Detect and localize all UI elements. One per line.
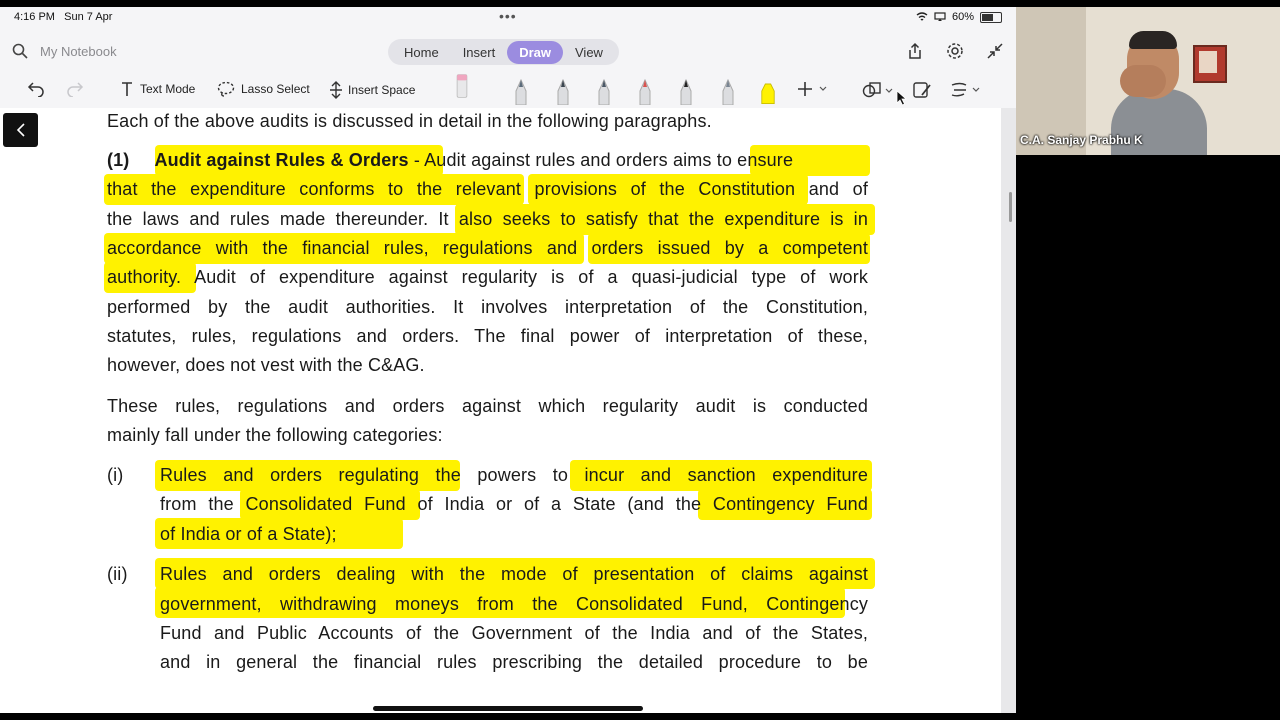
back-button[interactable] bbox=[3, 113, 38, 147]
doc-line: performed by the audit authorities. It involves interpretation of the Constitution, bbox=[107, 297, 868, 317]
pen-black-icon[interactable] bbox=[678, 79, 694, 105]
section-heading: Audit against Rules & Orders bbox=[154, 150, 409, 170]
lasso-select-label: Lasso Select bbox=[241, 82, 310, 96]
search-icon[interactable] bbox=[12, 43, 28, 59]
doc-line: Fund and Public Accounts of the Government of the India and of the States, bbox=[160, 623, 868, 643]
add-pen-icon[interactable] bbox=[797, 81, 827, 97]
pen-red-icon[interactable] bbox=[637, 79, 653, 105]
battery-icon bbox=[980, 12, 1002, 23]
insert-space-label: Insert Space bbox=[348, 83, 416, 97]
mouse-cursor-icon bbox=[896, 90, 908, 106]
pen-dark-2-icon[interactable] bbox=[555, 79, 571, 105]
collapse-arrows-icon[interactable] bbox=[986, 42, 1004, 60]
status-bar bbox=[0, 7, 1016, 29]
toolbar-right bbox=[862, 81, 982, 99]
doc-line: mainly fall under the following categories: bbox=[107, 425, 443, 445]
ink-options-icon[interactable] bbox=[950, 81, 982, 99]
redo-icon[interactable] bbox=[66, 81, 84, 97]
notebook-page[interactable] bbox=[0, 108, 1001, 713]
pen-grey-icon[interactable] bbox=[720, 79, 736, 105]
doc-line: government, withdrawing moneys from the Consolidated Fund, Contingency bbox=[160, 594, 868, 614]
chevron-left-icon bbox=[16, 123, 26, 137]
doc-line: authority. Audit of expenditure against regularity is of a quasi-judicial type of work bbox=[107, 267, 868, 287]
section-number: (1) bbox=[107, 150, 130, 170]
insert-space-icon bbox=[330, 81, 342, 99]
doc-line: Each of the above audits is discussed in detail in the following paragraphs. bbox=[107, 111, 712, 131]
battery-percent: 60% bbox=[951, 11, 974, 23]
list-marker: (i) bbox=[107, 465, 124, 485]
undo-icon[interactable] bbox=[27, 81, 45, 97]
ribbon-tabs bbox=[388, 39, 619, 65]
lasso-select-button[interactable] bbox=[217, 81, 310, 97]
notebook-search[interactable] bbox=[12, 43, 117, 59]
participant-name: C.A. Sanjay Prabhu K bbox=[1020, 133, 1143, 147]
shapes-icon[interactable] bbox=[862, 81, 894, 99]
doc-line: Rules and orders dealing with the mode of presentation of claims against bbox=[160, 564, 868, 584]
doc-line: that the expenditure conforms to the relevant provisions of the Constitution and of bbox=[107, 179, 868, 199]
status-time-date: 4:16 PM Sun 7 Apr bbox=[14, 11, 113, 23]
pen-dark-1-icon[interactable] bbox=[513, 79, 529, 105]
doc-line: Rules and orders regulating the powers to incur and sanction expenditure bbox=[160, 465, 868, 485]
settings-gear-icon[interactable] bbox=[946, 42, 964, 60]
person-hair bbox=[1129, 31, 1177, 49]
text-cursor-icon bbox=[120, 81, 134, 97]
wall-frame-picture bbox=[1199, 51, 1217, 73]
share-icon[interactable] bbox=[906, 42, 924, 60]
lasso-icon bbox=[217, 81, 235, 97]
doc-line: statutes, rules, regulations and orders. The final power of interpretation of these, bbox=[107, 326, 868, 346]
highlighter-yellow-icon[interactable] bbox=[760, 79, 776, 105]
draw-toolbar bbox=[0, 73, 1016, 107]
screen-mirror-icon bbox=[934, 12, 946, 22]
tab-home[interactable]: Home bbox=[404, 44, 439, 60]
doc-line: however, does not vest with the C&AG. bbox=[107, 355, 425, 375]
ink-to-shape-icon[interactable] bbox=[912, 81, 932, 99]
top-bar bbox=[0, 35, 1016, 69]
text-mode-button[interactable] bbox=[120, 81, 195, 97]
multitasking-dots[interactable]: ••• bbox=[499, 8, 517, 24]
home-indicator[interactable] bbox=[373, 706, 643, 711]
insert-space-button[interactable] bbox=[330, 81, 415, 99]
doc-line: of India or of a State); bbox=[160, 524, 337, 544]
list-marker: (ii) bbox=[107, 564, 128, 584]
scrollbar-thumb[interactable] bbox=[1009, 192, 1012, 222]
wifi-icon bbox=[916, 12, 928, 22]
pink-marker-icon[interactable] bbox=[454, 73, 470, 99]
doc-line: from the Consolidated Fund of India or of a State (and the Contingency Fund bbox=[160, 494, 868, 514]
text-mode-label: Text Mode bbox=[140, 82, 196, 96]
onenote-window bbox=[0, 7, 1016, 713]
pen-dark-3-icon[interactable] bbox=[596, 79, 612, 105]
doc-line: These rules, regulations and orders against which regularity audit is conducted bbox=[107, 396, 868, 416]
doc-line: accordance with the financial rules, regulations and orders issued by a competent bbox=[107, 238, 868, 258]
top-right-actions bbox=[906, 42, 1004, 60]
person-hand bbox=[1120, 65, 1166, 97]
doc-line: and in general the financial rules prescribing the detailed procedure to be bbox=[160, 652, 868, 672]
tab-insert[interactable]: Insert bbox=[462, 44, 496, 60]
tab-draw[interactable]: Draw bbox=[507, 41, 563, 64]
notebook-name[interactable]: My Notebook bbox=[40, 43, 117, 59]
tab-view[interactable]: View bbox=[575, 44, 603, 60]
doc-line: the laws and rules made thereunder. It also seeks to satisfy that the expenditure is in bbox=[107, 209, 868, 229]
doc-line bbox=[107, 148, 868, 172]
status-right bbox=[916, 11, 1002, 23]
doc-text: - Audit against rules and orders aims to ensure bbox=[408, 150, 794, 170]
